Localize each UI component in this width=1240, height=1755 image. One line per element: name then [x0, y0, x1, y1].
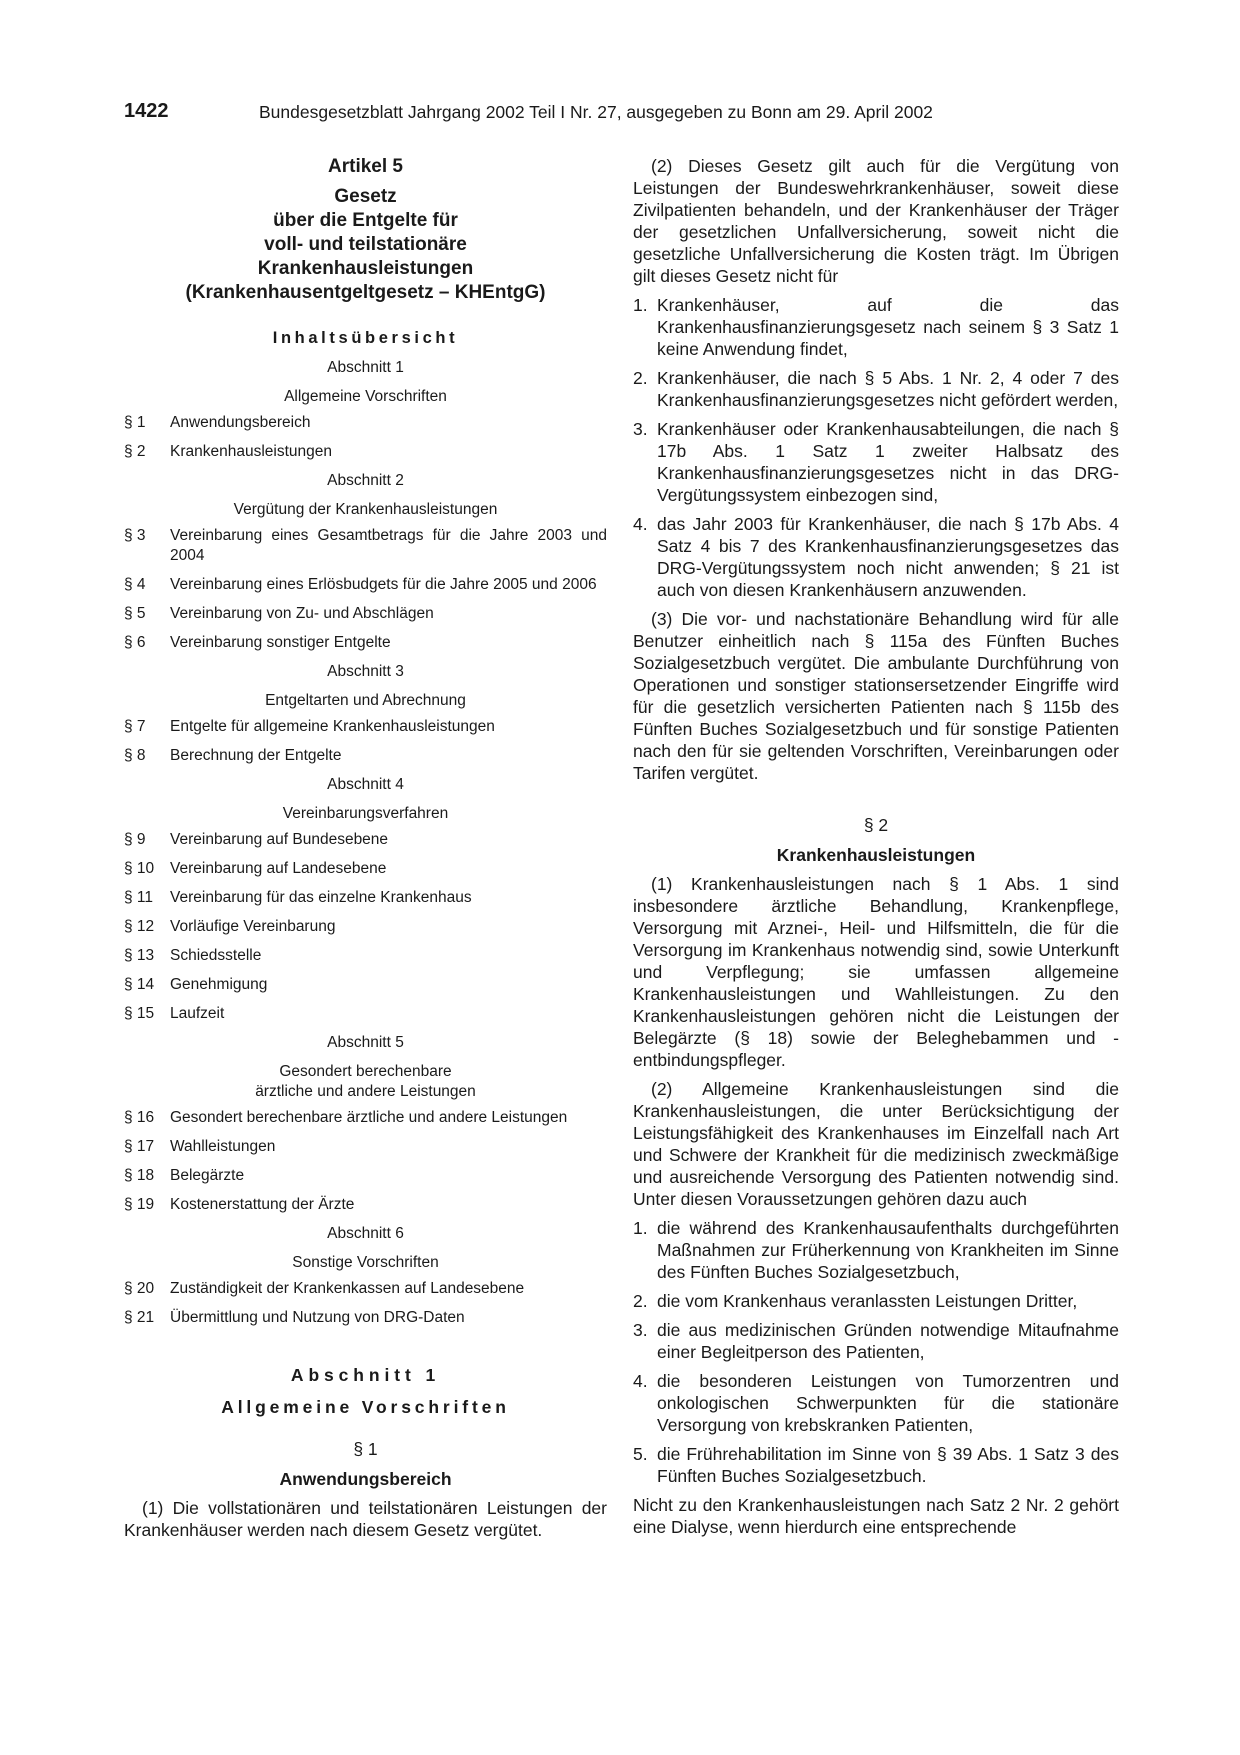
toc-entry-text: Genehmigung — [170, 976, 268, 993]
toc-section-number: Abschnitt 3 — [327, 663, 404, 680]
paragraph-sign: § 2 — [863, 815, 889, 835]
toc-section — [124, 775, 607, 824]
list-item-text: Krankenhäuser, auf die das Krankenhausfinanzierungsgesetz nach seinem § 3 Satz 1 keine Anwendung findet, — [657, 295, 1119, 359]
toc-entry-text: Wahlleistungen — [170, 1138, 276, 1155]
list-item-text: Krankenhäuser oder Krankenhausabteilungen, die nach § 17b Abs. 1 Satz 1 zweiter Halbsatz des Krankenhausfinanzierungsgesetzes nicht in das DRG-Vergütungssystem einbezogen sind, — [657, 419, 1119, 505]
toc-entry-text: Berechnung der Entgelte — [170, 747, 342, 764]
toc-entry-text: Entgelte für allgemeine Krankenhausleistungen — [170, 718, 495, 735]
toc-section — [124, 1033, 607, 1102]
list-item-text: die aus medizinischen Gründen notwendige Mitaufnahme einer Begleitperson des Patienten, — [657, 1320, 1119, 1362]
paragraph-title: Anwendungsbereich — [279, 1469, 452, 1489]
list-item — [633, 418, 1119, 506]
toc-entry-text: Vereinbarung sonstiger Entgelte — [170, 634, 391, 651]
toc-entry[interactable] — [124, 442, 607, 462]
law-title — [124, 185, 607, 305]
toc-entry[interactable] — [124, 1279, 607, 1299]
list-item — [633, 1290, 1119, 1312]
toc-entry-number: § 17 — [124, 1138, 155, 1155]
toc-entry[interactable] — [124, 526, 607, 566]
toc-entry[interactable] — [124, 1137, 607, 1157]
paragraph-text: (3) Die vor- und nachstationäre Behandlung wird für alle Benutzer einheitlich nach § 115a des Fünften Buches Sozialgesetzbuch vergütet. Die ambulante Durchführung von Operationen und sonstiger stationsersetzender Eingriffe wird für die gesetzlich versicherten Patienten nach § 115b des Fünften Buches Sozialgesetzbuch und für sonstige Patienten nach den für sie geltenden Vorschriften, Vereinbarungen oder Tarifen vergütet. — [633, 609, 1119, 783]
list-item-number: 2. — [633, 1291, 648, 1311]
toc-section-number: Abschnitt 2 — [327, 472, 404, 489]
table-of-contents — [124, 358, 607, 1328]
toc-entry-number: § 18 — [124, 1167, 155, 1184]
toc-entry[interactable] — [124, 946, 607, 966]
inclusion-list — [633, 1217, 1119, 1487]
toc-entry[interactable] — [124, 917, 607, 937]
law-title-line: Gesetz — [334, 186, 397, 207]
left-column — [124, 155, 607, 1541]
toc-entry[interactable] — [124, 888, 607, 908]
list-item-text: die besonderen Leistungen von Tumorzentren und onkologischen Schwerpunkten für die stationäre Versorgung von krebskranken Patienten, — [657, 1371, 1119, 1435]
toc-entry[interactable] — [124, 859, 607, 879]
list-item-number: 4. — [633, 1371, 648, 1391]
toc-section-number: Abschnitt 5 — [327, 1034, 404, 1051]
toc-entry[interactable] — [124, 1308, 607, 1328]
toc-entry-number: § 20 — [124, 1280, 155, 1297]
toc-entry-text: Vorläufige Vereinbarung — [170, 918, 336, 935]
toc-entry[interactable] — [124, 413, 607, 433]
toc-entry-text: Kostenerstattung der Ärzte — [170, 1196, 355, 1213]
toc-entry[interactable] — [124, 1004, 607, 1024]
toc-entry[interactable] — [124, 604, 607, 624]
list-item-text: die während des Krankenhausaufenthalts durchgeführten Maßnahmen zur Früherkennung von Krankheiten im Sinne des Fünften Buches Sozialgesetzbuch, — [657, 1218, 1119, 1282]
toc-entry-number: § 2 — [124, 443, 146, 460]
toc-entry-number: § 7 — [124, 718, 146, 735]
list-item — [633, 1443, 1119, 1487]
toc-entry[interactable] — [124, 1108, 607, 1128]
toc-entry-text: Schiedsstelle — [170, 947, 262, 964]
paragraph-text: (2) Dieses Gesetz gilt auch für die Vergütung von Leistungen der Bundeswehrkrankenhäuser, soweit diese Zivilpatienten behandeln, und der Krankenhäuser der Träger der gesetzlichen Unfallversicherung, soweit nicht die gesetzliche Unfallversicherung die Kosten trägt. Im Übrigen gilt dieses Gesetz nicht für — [633, 156, 1119, 286]
toc-entry-text: Vereinbarung eines Gesamtbetrags für die Jahre 2003 und 2004 — [170, 527, 607, 564]
toc-entry-number: § 13 — [124, 947, 155, 964]
toc-entry-text: Vereinbarung eines Erlösbudgets für die Jahre 2005 und 2006 — [170, 576, 597, 593]
toc-section-title: Gesondert berechenbare — [279, 1063, 452, 1080]
toc-entry[interactable] — [124, 1166, 607, 1186]
toc-section — [124, 471, 607, 520]
running-head: Bundesgesetzblatt Jahrgang 2002 Teil I Nr. 27, ausgegeben zu Bonn am 29. April 2002 — [259, 102, 933, 122]
toc-entry[interactable] — [124, 717, 607, 737]
toc-entry[interactable] — [124, 830, 607, 850]
toc-section-title: Sonstige Vorschriften — [292, 1254, 439, 1271]
toc-section-title: Allgemeine Vorschriften — [284, 388, 447, 405]
toc-entry[interactable] — [124, 575, 607, 595]
toc-entry-text: Gesondert berechenbare ärztliche und andere Leistungen — [170, 1109, 568, 1126]
toc-entry[interactable] — [124, 746, 607, 766]
paragraph-text: Nicht zu den Krankenhausleistungen nach Satz 2 Nr. 2 gehört eine Dialyse, wenn hierdurch eine entsprechende — [633, 1495, 1119, 1537]
toc-entry-number: § 11 — [124, 889, 154, 906]
list-item — [633, 1217, 1119, 1283]
toc-entry-number: § 10 — [124, 860, 155, 877]
list-item — [633, 1370, 1119, 1436]
toc-entry-text: Vereinbarung auf Landesebene — [170, 860, 387, 877]
list-item-number: 2. — [633, 368, 648, 388]
list-item-number: 1. — [633, 295, 648, 315]
toc-entry-number: § 21 — [124, 1309, 155, 1326]
toc-section-number: Abschnitt 6 — [327, 1225, 404, 1242]
list-item-number: 5. — [633, 1444, 648, 1464]
toc-entry[interactable] — [124, 975, 607, 995]
toc-entry-number: § 5 — [124, 605, 146, 622]
list-item — [633, 294, 1119, 360]
toc-entry-number: § 15 — [124, 1005, 155, 1022]
list-item — [633, 1319, 1119, 1363]
paragraph-text: (1) Die vollstationären und teilstationären Leistungen der Krankenhäuser werden nach diesem Gesetz vergütet. — [124, 1498, 607, 1540]
section-heading: Abschnitt 1 — [290, 1365, 441, 1385]
toc-section-title: Vergütung der Krankenhausleistungen — [233, 501, 498, 518]
toc-section-number: Abschnitt 4 — [327, 776, 404, 793]
toc-entry-text: Laufzeit — [170, 1005, 225, 1022]
list-item-text: die Frührehabilitation im Sinne von § 39 Abs. 1 Satz 3 des Fünften Buches Sozialgesetzbuch. — [657, 1444, 1119, 1486]
law-title-line: Krankenhausleistungen — [257, 258, 474, 279]
list-item-number: 3. — [633, 419, 648, 439]
toc-entry-number: § 16 — [124, 1109, 155, 1126]
toc-section — [124, 358, 607, 407]
toc-entry-number: § 4 — [124, 576, 146, 593]
toc-entry-text: Zuständigkeit der Krankenkassen auf Landesebene — [170, 1280, 525, 1297]
list-item-number: 3. — [633, 1320, 648, 1340]
list-item-text: Krankenhäuser, die nach § 5 Abs. 1 Nr. 2, 4 oder 7 des Krankenhausfinanzierungsgesetzes nicht gefördert werden, — [657, 368, 1119, 410]
toc-entry-number: § 3 — [124, 527, 146, 544]
paragraph-text: (1) Krankenhausleistungen nach § 1 Abs. 1 sind insbesondere ärztliche Behandlung, Krankenpflege, Versorgung mit Arznei-, Heil- und Hilfsmitteln, die für die Versorgung im Krankenhaus notwendig sind, sowie Unterkunft und Verpflegung; sie umfassen allgemeine Krankenhausleistungen und Wahlleistungen. Zu den Krankenhausleistungen gehören nicht die Leistungen der Belegärzte (§ 18) sowie der Beleghebammen und -entbindungspfleger. — [633, 874, 1119, 1070]
toc-entry-number: § 19 — [124, 1196, 155, 1213]
right-column — [633, 155, 1119, 1538]
toc-entry-text: Krankenhausleistungen — [170, 443, 333, 460]
toc-entry-text: Vereinbarung für das einzelne Krankenhaus — [170, 889, 472, 906]
paragraph-text: (2) Allgemeine Krankenhausleistungen sind die Krankenhausleistungen, die unter Berücksichtigung der Leistungsfähigkeit des Krankenhauses im Einzelfall nach Art und Schwere der Krankheit für die medizinisch zweckmäßige und ausreichende Versorgung des Patienten notwendig sind. Unter diesen Voraussetzungen gehören dazu auch — [633, 1079, 1119, 1209]
toc-section-title: Entgeltarten und Abrechnung — [265, 692, 466, 709]
list-item — [633, 367, 1119, 411]
toc-entry-number: § 12 — [124, 918, 155, 935]
page-number: 1422 — [124, 100, 169, 122]
toc-entry[interactable] — [124, 1195, 607, 1215]
article-title: Artikel 5 — [328, 156, 403, 177]
toc-entry-text: Übermittlung und Nutzung von DRG-Daten — [170, 1309, 465, 1326]
paragraph-title: Krankenhausleistungen — [776, 845, 976, 865]
toc-entry-number: § 1 — [124, 414, 146, 431]
toc-entry-text: Vereinbarung auf Bundesebene — [170, 831, 389, 848]
list-item-text: die vom Krankenhaus veranlassten Leistungen Dritter, — [657, 1291, 1078, 1311]
toc-section-title-2: ärztliche und andere Leistungen — [255, 1083, 476, 1100]
page-header — [124, 100, 1119, 126]
toc-section — [124, 662, 607, 711]
law-title-line: voll- und teilstationäre — [264, 234, 467, 255]
law-title-line: (Krankenhausentgeltgesetz – KHEntgG) — [185, 282, 546, 303]
toc-entry-number: § 9 — [124, 831, 146, 848]
toc-section — [124, 1224, 607, 1273]
toc-section-title: Vereinbarungsverfahren — [282, 805, 449, 822]
list-item — [633, 513, 1119, 601]
toc-entry-text: Belegärzte — [170, 1167, 245, 1184]
section-title: Allgemeine Vorschriften — [221, 1397, 510, 1417]
toc-entry-text: Vereinbarung von Zu- und Abschlägen — [170, 605, 434, 622]
toc-heading: Inhaltsübersicht — [272, 329, 459, 347]
list-item-number: 1. — [633, 1218, 648, 1238]
toc-section-number: Abschnitt 1 — [327, 359, 404, 376]
list-item-number: 4. — [633, 514, 648, 534]
law-title-line: über die Entgelte für — [273, 210, 458, 231]
list-item-text: das Jahr 2003 für Krankenhäuser, die nach § 17b Abs. 4 Satz 4 bis 7 des Krankenhausfinanzierungsgesetzes das DRG-Vergütungssystem noch nicht anwenden; § 21 ist auch von diesen Krankenhäusern anzuwenden. — [657, 514, 1119, 600]
exclusion-list — [633, 294, 1119, 601]
paragraph-sign: § 1 — [353, 1439, 378, 1459]
toc-entry-text: Anwendungsbereich — [170, 414, 311, 431]
toc-entry[interactable] — [124, 633, 607, 653]
toc-entry-number: § 14 — [124, 976, 155, 993]
toc-entry-number: § 6 — [124, 634, 146, 651]
toc-entry-number: § 8 — [124, 747, 146, 764]
